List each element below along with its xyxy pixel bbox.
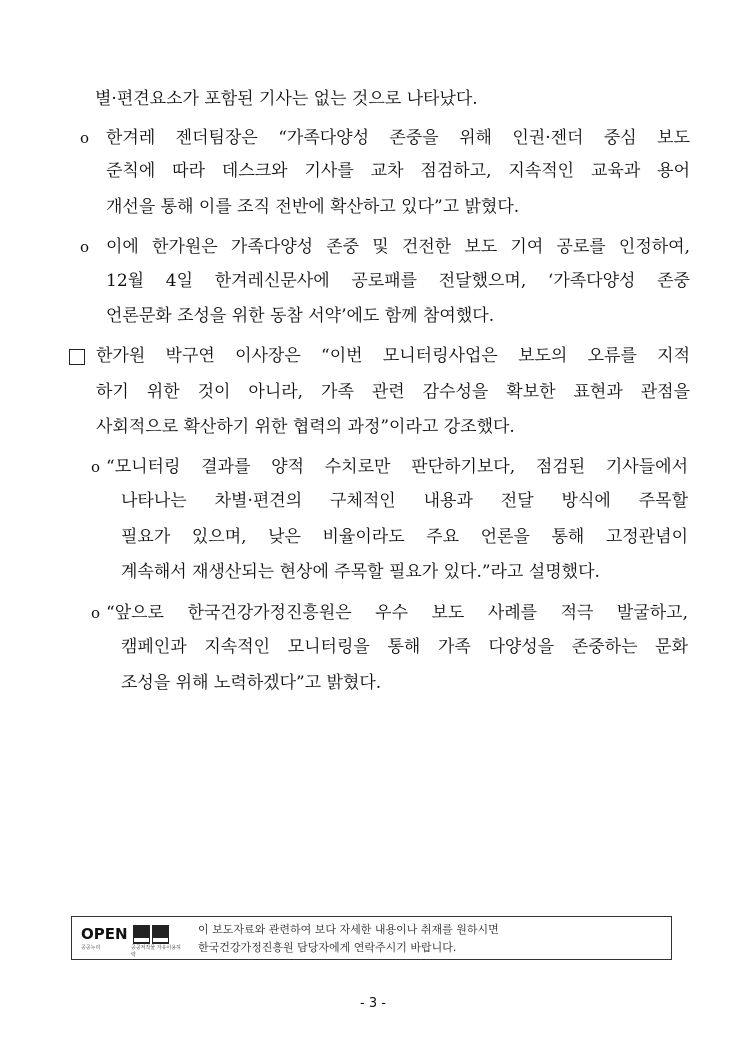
- body-line: “모니터링 결과를 양적 수치로만 판단하기보다, 점검된 기사들에서: [106, 457, 688, 477]
- contact-notice-box: [71, 916, 672, 960]
- footer-line: 한국건강가정진흥원 담당자에게 연락주시기 바랍니다.: [198, 941, 457, 954]
- footer-line: 이 보도자료와 관련하여 보다 자세한 내용이나 취재를 원하시면: [198, 923, 499, 936]
- body-line: 한겨레 젠더팀장은 “가족다양성 존중을 위해 인권·젠더 중심 보도: [106, 128, 690, 148]
- body-line: 준칙에 따라 데스크와 기사를 교차 점검하고, 지속적인 교육과 용어: [106, 161, 690, 181]
- body-line: 12월 4일 한겨레신문사에 공로패를 전달했으며, ‘가족다양성 존중: [106, 271, 690, 291]
- body-line: 언론문화 조성을 위한 동참 서약’에도 함께 참여했다.: [106, 306, 495, 326]
- bullet-marker: o: [80, 129, 90, 147]
- bullet-marker: o: [91, 604, 101, 622]
- open-logo-caption: 공공누리: [81, 945, 101, 951]
- open-logo-caption-license: 공공저작물 자유이용허락: [131, 945, 181, 958]
- body-line: 사회적으로 확산하기 위한 협력의 과정”이라고 강조했다.: [96, 417, 515, 437]
- body-line: 필요가 있으며, 낮은 비율이라도 주요 언론을 통해 고정관념이: [121, 527, 688, 547]
- body-line: 하기 위한 것이 아니라, 가족 관련 감수성을 확보한 표현과 관점을: [96, 382, 690, 402]
- body-line: 이에 한가원은 가족다양성 존중 및 건전한 보도 기여 공로를 인정하여,: [106, 237, 690, 257]
- open-license-logo: [81, 923, 181, 958]
- page-number: - 3 -: [360, 996, 386, 1011]
- body-line: 나타나는 차별·편견의 구체적인 내용과 전달 방식에 주목할: [121, 491, 688, 511]
- body-line: 조성을 위해 노력하겠다”고 밝혔다.: [121, 673, 382, 693]
- body-line: “앞으로 한국건강가정진흥원은 우수 보도 사례를 적극 발굴하고,: [106, 603, 688, 623]
- body-line: 한가원 박구연 이사장은 “이번 모니터링사업은 보도의 오류를 지적: [96, 346, 690, 366]
- bullet-marker: o: [91, 458, 101, 476]
- square-bullet-marker: [69, 349, 85, 365]
- body-line: 계속해서 재생산되는 현상에 주목할 필요가 있다.”라고 설명했다.: [121, 562, 600, 582]
- body-line: 개선을 통해 이를 조직 전반에 확산하고 있다”고 밝혔다.: [106, 197, 520, 217]
- open-logo-text: OPEN: [81, 925, 128, 943]
- body-line: 별·편견요소가 포함된 기사는 없는 것으로 나타났다.: [95, 89, 478, 109]
- noncommercial-badge-icon: [152, 925, 169, 944]
- body-line: 캠페인과 지속적인 모니터링을 통해 가족 다양성을 존중하는 문화: [121, 637, 688, 657]
- attribution-badge-icon: [133, 925, 150, 944]
- bullet-marker: o: [80, 238, 90, 256]
